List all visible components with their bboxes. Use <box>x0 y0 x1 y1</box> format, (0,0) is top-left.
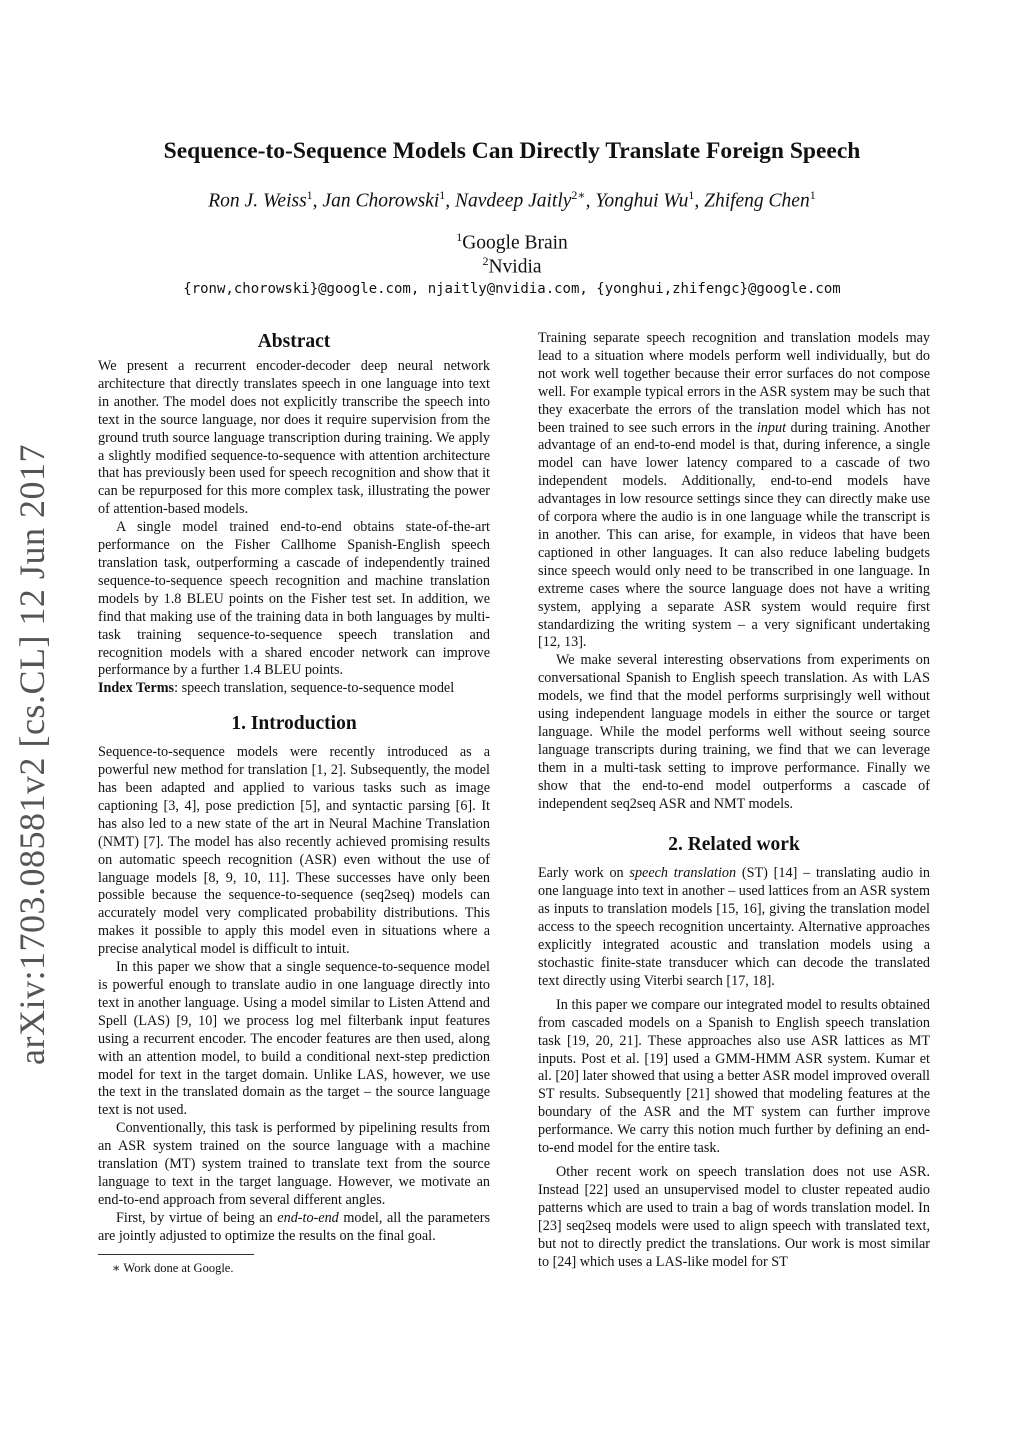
author-name: Navdeep Jaitly <box>455 190 572 212</box>
emphasis-text: end-to-end <box>277 1209 339 1226</box>
author-emails: {ronw,chorowski}@google.com, njaitly@nvidia.com, {yonghui,zhifengc}@google.com <box>183 281 841 297</box>
abstract-paragraph: We present a recurrent encoder-decoder deep neural network architecture that directly translates speech in one language into text in another. The model does not explicitly transcribe the speech into text in the source language, nor does it require supervision from the ground truth source language transcription during training. We apply a slightly modified sequence-to-sequence with attention architecture that has previously been used for speech recognition and show that it can be repurposed for this more complex task, illustrating the power of attention-based models. <box>98 358 490 518</box>
left-column <box>98 330 490 1246</box>
affiliation-name: Nvidia <box>488 256 542 278</box>
affiliation-mark: 2 <box>482 254 489 268</box>
body-paragraph <box>538 330 930 652</box>
arxiv-identifier: arXiv:1703.08581v2 [cs.CL] 12 Jun 2017 <box>12 444 52 1066</box>
footnote: ∗ Work done at Google. <box>112 1261 234 1275</box>
text-run: Training separate speech recognition and translation models may lead to a situation where models perform well individually, but do not work well together because their error surfaces do not compose well. For example typical errors in the ASR system may be such that they exacerbate the errors of the translation model which has not been trained to see such errors in the <box>538 330 930 436</box>
author-name: Ron J. Weiss <box>208 190 307 212</box>
section-heading-related-work: 2. Related work <box>668 834 800 856</box>
body-paragraph <box>538 865 930 990</box>
index-terms-label: Index Terms <box>98 680 175 697</box>
body-paragraph: In this paper we show that a single sequence-to-sequence model is powerful enough to translate audio in one language directly into text in another language. Using a model similar to Listen Attend and Spell (LAS) [9, 10] we process log mel filterbank input features using a recurrent encoder. The encoder features are then used, along with an attention model, to build a conditional next-step prediction model for text in the target domain. Unlike LAS, however, we use the text in the translated domain as the target – the source language text is not used. <box>98 959 490 1119</box>
author-name: Jan Chorowski <box>322 190 440 212</box>
author-affiliation-mark: 1 <box>439 188 446 202</box>
author-affiliation-mark: 1 <box>688 188 695 202</box>
author-affiliation-mark: 1 <box>809 188 816 202</box>
text-run: during training. Another advantage of an end-to-end model is that, during inference, a single model can have lower latency compared to a cascade of two independent models. Additionally, end-to-end models have advantages in low resource settings since they can directly make use of corpora where the audio is in one language while the transcript is in another. This can arise, for example, in videos that have been captioned in other languages. It can also reduce labeling budgets since speech would only need to be transcribed in one language. In extreme cases where the source language does not have a writing system, applying a separate ASR system would require first standardizing the writing system – a very significant undertaking [12, 13]. <box>538 419 930 651</box>
text-run: First, by virtue of being an <box>116 1209 278 1226</box>
body-paragraph: Other recent work on speech translation does not use ASR. Instead [22] used an unsupervised model to cluster repeated audio patterns which are used to train a bag of words translation model. In [23] seq2seq models were used to align speech with translated text, but not to directly predict the translations. Our work is most similar to [24] which uses a LAS-like model for ST <box>538 1163 930 1270</box>
index-terms-text: : speech translation, sequence-to-sequence model <box>174 680 455 697</box>
body-paragraph: Conventionally, this task is performed by pipelining results from an ASR system trained on the source language with a machine translation (MT) system trained to translate text from the source language to text in the target language. However, we motivate an end-to-end approach from several different angles. <box>98 1120 490 1208</box>
author-affiliation-mark: 1 <box>306 188 313 202</box>
emphasis-text: speech translation <box>629 865 737 882</box>
body-paragraph: Sequence-to-sequence models were recently introduced as a powerful new method for translation [1, 2]. Subsequently, the model has been adapted and applied to various tasks such as image captioning [3, 4], pose prediction [5], and syntactic parsing [6]. It has also led to a new state of the art in Neural Machine Translation (NMT) [7]. The model has also recently achieved promising results on automatic speech recognition (ASR) even without the use of language models [8, 9, 10, 11]. These successes have only been possible because the sequence-to-sequence (seq2seq) models can accurately model very complicated probability distributions. This makes it possible to apply this model even in situations where a precise analytical model is difficult to intuit. <box>98 744 490 958</box>
author-affiliation-mark: 2∗ <box>571 188 586 202</box>
author-list: Ron J. Weiss$^1$, Jan Chorowski$^1$, Navdeep Jaitly$^{2∗}$, Yonghui Wu$^1$, Zhifeng Chen$^1$ <box>208 188 816 212</box>
body-paragraph: We make several interesting observations from experiments on conversational Spanish to English speech translation. As with LAS models, we find that the model performs surprisingly well without using independent language models in either the source or target language. While the model performs well without seeing source language transcripts during training, we find that we can leverage them in a multi-task setting to improve performance. Finally we show that the end-to-end model outperforms a cascade of independent seq2seq ASR and NMT models. <box>538 652 930 812</box>
affiliation-mark: 1 <box>456 230 463 244</box>
abstract-paragraph: A single model trained end-to-end obtains state-of-the-art performance on the Fisher Callhome Spanish-English speech translation task, outperforming a cascade of independently trained sequence-to-sequence speech recognition and machine translation models by 1.8 BLEU points on the Fisher test set. In addition, we find that making use of the training data in both languages by multi-task training sequence-to-sequence speech translation and recognition models with a shared encoder network can improve performance by a further 1.4 BLEU points. <box>98 519 490 679</box>
abstract-heading: Abstract <box>257 331 331 352</box>
body-paragraph: In this paper we compare our integrated model to results obtained from cascaded models on a Spanish to English speech translation task [19, 20, 21]. These approaches also use ASR lattices as MT inputs. Post et al. [19] used a GMM-HMM ASR system. Kumar et al. [20] later showed that using a better ASR model improved overall ST results. Subsequently [21] showed that modeling features at the boundary of the ASR and the MT system can further improve performance. We carry this notion much further by defining an end-to-end model for the entire task. <box>538 996 930 1157</box>
affiliation-name: Google Brain <box>462 232 568 254</box>
right-column <box>538 330 930 1271</box>
index-terms <box>98 680 490 698</box>
section-heading-introduction: 1. Introduction <box>231 713 357 735</box>
affiliation-google <box>0 230 1024 255</box>
text-run: (ST) [14] – translating audio in one language into text in another – used lattices from an ASR system as inputs to translation models [15, 16], giving the translation model access to the speech recognition uncertainty. Alternative approaches explicitly integrated acoustic and translation models using a stochastic finite-state transducer which can decode the translated text directly using Viterbi search [17, 18]. <box>538 865 930 989</box>
author-name: Zhifeng Chen <box>704 190 810 212</box>
author-name: Yonghui Wu <box>595 190 689 212</box>
text-run: Early work on <box>538 865 630 882</box>
affiliation-nvidia <box>0 254 1024 279</box>
emphasis-text: input <box>756 419 787 436</box>
text-run: model, all the parameters are jointly adjusted to optimize the results on the final goal. <box>98 1209 490 1244</box>
body-paragraph <box>98 1210 490 1246</box>
footnote-divider <box>98 1254 254 1255</box>
paper-title: Sequence-to-Sequence Models Can Directly Translate Foreign Speech <box>163 138 861 164</box>
